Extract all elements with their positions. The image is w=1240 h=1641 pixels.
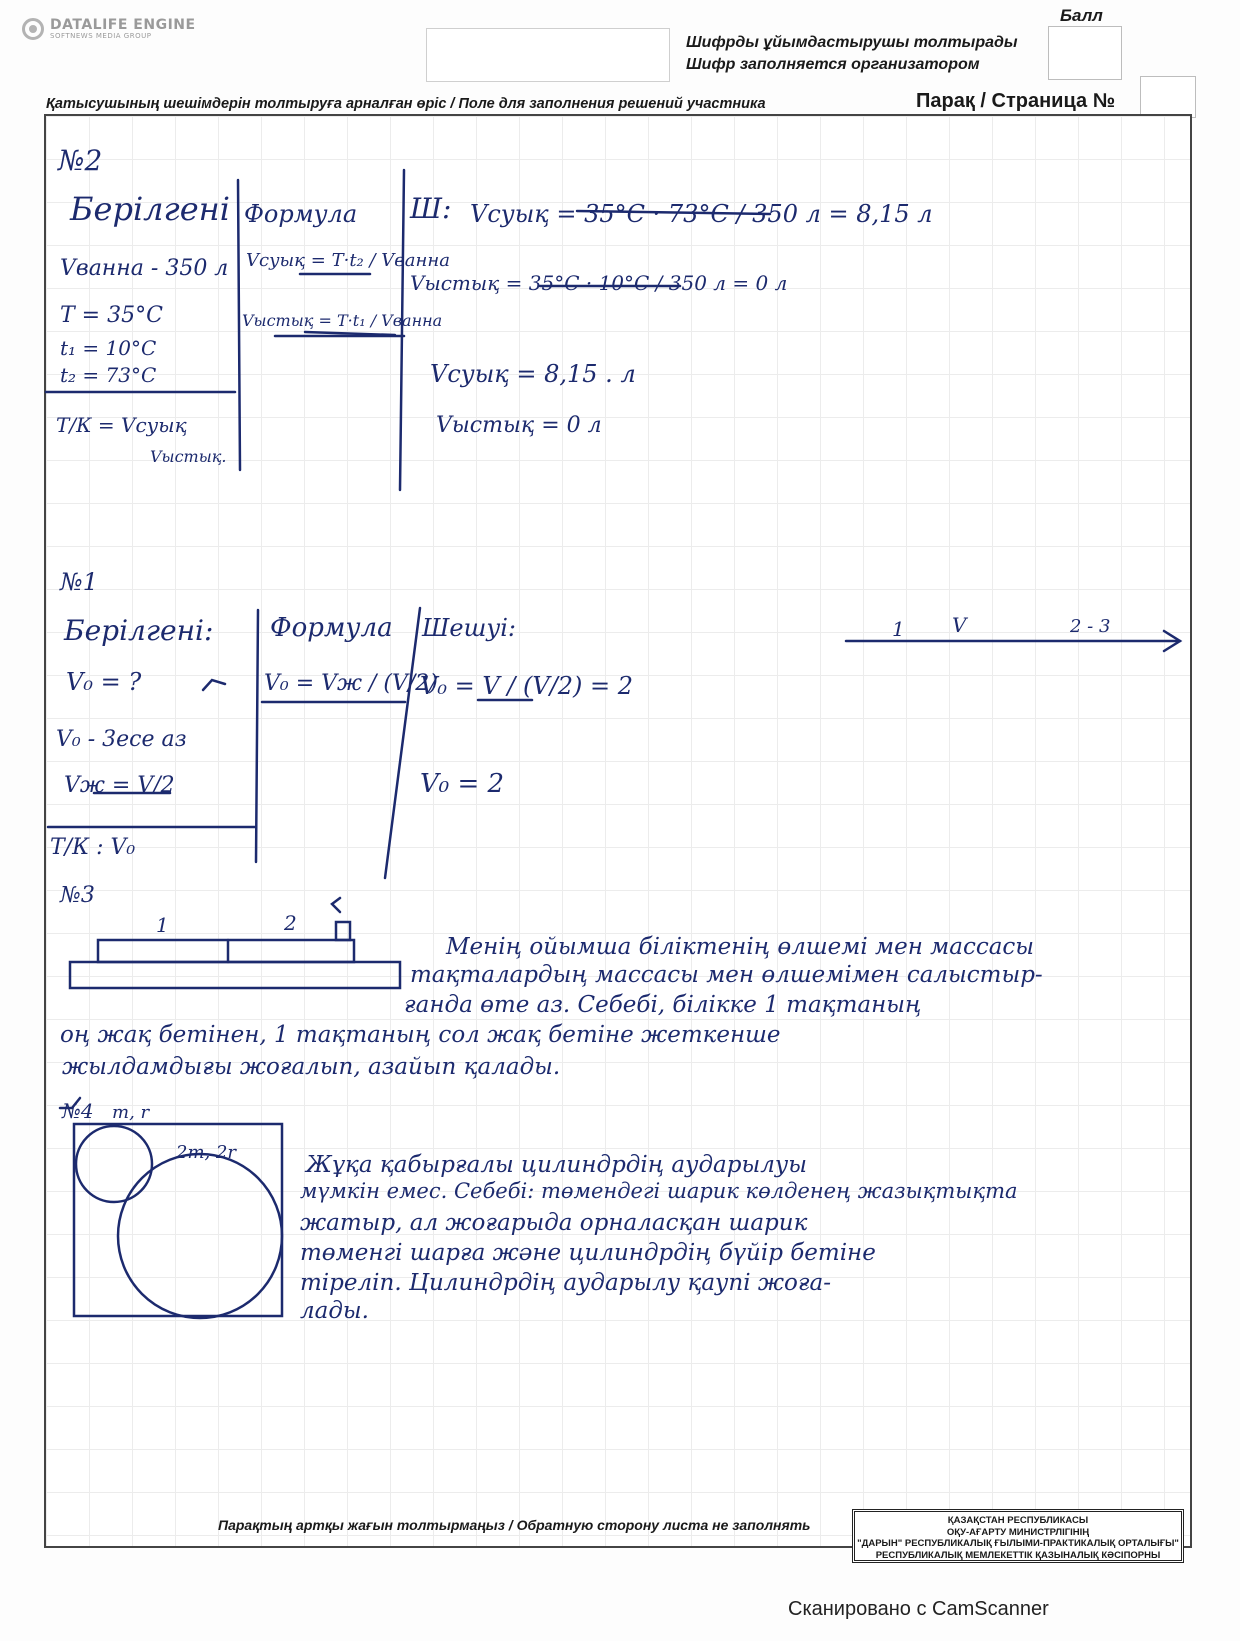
p4-big-ball: [118, 1154, 282, 1318]
p2-formula-heading: Формула: [244, 200, 358, 228]
p2-column-divider-1: [238, 180, 240, 470]
p3-text-line: ғанда өте аз. Себебі, білікке 1 тақтаның: [404, 992, 922, 1018]
p3-text-line: жылдамдығы жоғалып, азайып қалады.: [62, 1054, 561, 1080]
p3-upper-board: [98, 940, 354, 962]
p2-number: №2: [58, 144, 103, 177]
p1-given-heading: Берілгені:: [64, 614, 214, 647]
institution-stamp: [852, 1509, 1184, 1563]
p3-lower-board: [70, 962, 400, 988]
p1-find-line: Т/К : V₀: [50, 835, 136, 860]
p4-small-ball: [76, 1126, 152, 1202]
p1-formula-heading: Формула: [270, 613, 393, 643]
p1-column-divider-1: [256, 610, 258, 862]
p2-given-heading: Берілгені: [70, 190, 230, 228]
stamp-line: ОҚУ-АҒАРТУ МИНИСТРЛІГІНІҢ: [946, 1526, 1090, 1538]
p2-formula-line: Vыстық = T·t₁ / Vванна: [242, 311, 443, 330]
p1-given-line: V₀ - 3есе аз: [56, 727, 187, 752]
page-number-label: Парақ / Страница №: [916, 90, 1115, 112]
watermark-subtitle: SOFTNEWS MEDIA GROUP: [50, 32, 152, 40]
p1-diagram-label: 1: [892, 617, 905, 641]
answer-field-label: Қатысушының шешімдерін толтыруға арналған өріс / Поле для заполнения решений участника: [46, 96, 766, 112]
p2-find-line: Vыстық.: [150, 447, 227, 466]
p4-number: №4: [62, 1099, 94, 1123]
p2-given-line: Vванна - 350 л: [60, 256, 229, 281]
stamp-line: "ДАРЫН" РЕСПУБЛИКАЛЫҚ ҒЫЛЫМИ-ПРАКТИКАЛЫҚ ОРТАЛЫҒЫ": [857, 1538, 1179, 1549]
p3-block-arrow: [332, 898, 340, 912]
p2-formula-bar-2: [305, 332, 395, 335]
p2-given-line: T = 35°C: [60, 303, 163, 328]
p2-given-line: t₂ = 73°C: [60, 363, 157, 387]
p4-text-line: тіреліп. Цилиндрдің аударылу қаупі жоға-: [300, 1270, 831, 1296]
p2-solution-line: Vсуық = 35°C · 73°C / 350 л = 8,15 л: [470, 200, 933, 228]
cipher-kz-text: Шифрды ұйымдастырушы толтырады: [686, 34, 1018, 51]
stamp-line: ҚАЗАҚСТАН РЕСПУБЛИКАСЫ: [947, 1515, 1089, 1526]
p1-solution-heading: Шешуі:: [422, 614, 517, 642]
p3-number: №3: [60, 883, 95, 908]
p1-solution-line: V₀ = 2: [420, 769, 505, 799]
p1-solution-line: V₀ = V / (V/2) = 2: [420, 672, 634, 700]
stamp-line: РЕСПУБЛИКАЛЫҚ МЕМЛЕКЕТТІК ҚАЗЫНАЛЫҚ КӘСІПОРНЫ: [875, 1549, 1161, 1561]
watermark-title: DATALIFE ENGINE: [50, 17, 196, 33]
p2-answer-line: Vсуық = 8,15 . л: [430, 360, 636, 388]
p4-text-line: жатыр, ал жоғарыда орналасқан шарик: [300, 1210, 808, 1236]
p4-text-line: мүмкін емес. Себебі: төмендегі шарик көлденең жазықтықта: [300, 1179, 1018, 1203]
p2-find-line: Т/К = Vсуық: [56, 413, 187, 437]
p4-text-line: төменгі шарға және цилиндрдің бүйір бетіне: [300, 1240, 876, 1266]
p1-column-divider-2: [385, 608, 420, 878]
p4-small-ball-label: m, r: [112, 1102, 150, 1123]
ink-text: [50, 144, 1110, 1324]
p4-text-line: Жұқа қабырғалы цилиндрдің аударылуы: [306, 1152, 807, 1178]
p2-formula-line: Vсуық = T·t₂ / Vванна: [246, 250, 450, 271]
p1-formula-line: V₀ = Vж / (V/2): [264, 671, 438, 696]
p1-given-line: V₀ = ?: [66, 668, 142, 696]
p3-diagram-label: 1: [156, 913, 169, 937]
p3-block: [336, 922, 350, 940]
p1-given-line: Vж = V/2: [64, 773, 175, 798]
p3-text-line: Менің ойымша біліктенің өлшемі мен массасы: [446, 934, 1035, 960]
p2-solution-label: Ш:: [410, 192, 452, 225]
p1-curved-arrow: [203, 680, 225, 690]
camscanner-note: Сканировано с CamScanner: [788, 1598, 1049, 1620]
p3-diagram-label: 2: [284, 911, 297, 935]
p1-diagram-label: 2 - 3: [1070, 616, 1111, 637]
footer-note: Парақтың артқы жағын толтырмаңыз / Обратную сторону листа не заполнять: [218, 1517, 811, 1533]
p1-diagram-label: V: [952, 613, 967, 637]
p2-answer-line: Vыстық = 0 л: [436, 413, 602, 438]
p4-big-ball-label: 2m, 2r: [176, 1142, 237, 1163]
score-label: Балл: [1060, 6, 1103, 25]
p2-column-divider-2: [400, 170, 404, 490]
cipher-ru-text: Шифр заполняется организатором: [686, 56, 980, 73]
p4-text-line: лады.: [300, 1298, 369, 1324]
p3-text-line: тақталардың массасы мен өлшемімен салыстыр-: [410, 962, 1043, 988]
p1-number: №1: [60, 568, 98, 596]
p2-solution-line: Vыстық = 35°C · 10°C / 350 л = 0 л: [410, 271, 788, 295]
p2-given-line: t₁ = 10°C: [60, 336, 157, 360]
p3-text-line: оң жақ бетінен, 1 тақтаның сол жақ бетіне жеткенше: [60, 1022, 781, 1048]
